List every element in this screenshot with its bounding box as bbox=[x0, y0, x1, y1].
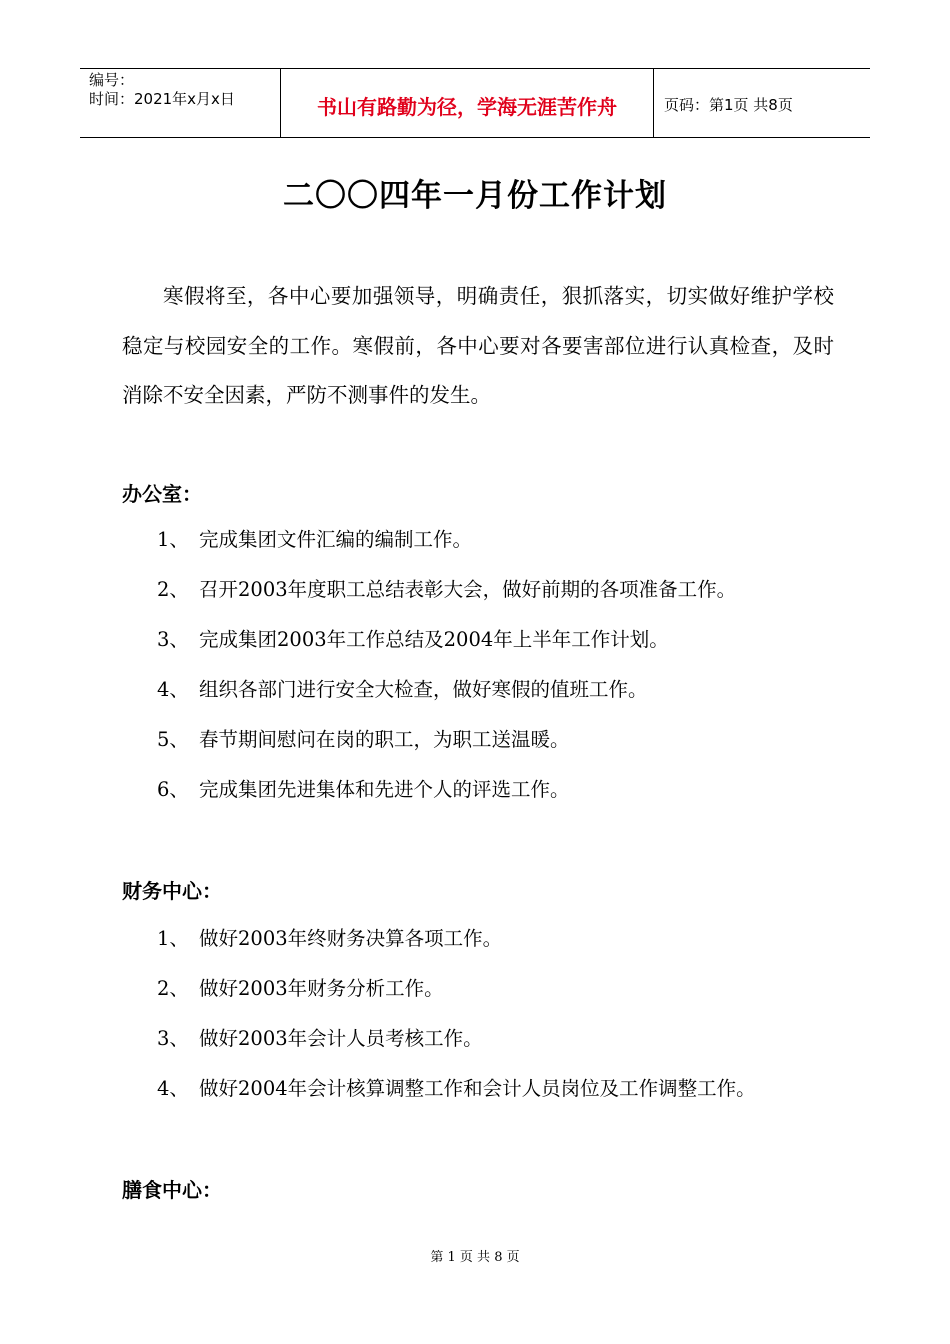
list-item-number: 3、 bbox=[157, 628, 189, 651]
page-footer: 第 1 页 共 8 页 bbox=[430, 1250, 520, 1265]
list-item-number: 5、 bbox=[157, 728, 189, 751]
list-item-text: 做好2004年会计核算调整工作和会计人员岗位及工作调整工作。 bbox=[199, 1077, 756, 1100]
list-item bbox=[157, 615, 736, 665]
header-motto: 书山有路勤为径，学海无涯苦作舟 bbox=[281, 69, 654, 137]
list-item bbox=[157, 565, 736, 615]
header-meta bbox=[80, 69, 281, 137]
list-item-number: 3、 bbox=[157, 1027, 189, 1050]
office-task-list bbox=[157, 515, 736, 815]
list-item bbox=[157, 665, 736, 715]
list-item-text: 完成集团文件汇编的编制工作。 bbox=[199, 528, 473, 551]
intro-paragraph: 寒假将至，各中心要加强领导，明确责任，狠抓落实，切实做好维护学校稳定与校园安全的工作。寒假前，各中心要对各要害部位进行认真检查，及时消除不安全因素，严防不测事件的发生。 bbox=[122, 284, 834, 407]
header-date-label: 时间：2021年x月x日 bbox=[89, 90, 235, 108]
list-item-number: 6、 bbox=[157, 778, 189, 801]
list-item-number: 1、 bbox=[157, 528, 189, 551]
header-number-label: 编号： bbox=[89, 71, 135, 89]
document-header bbox=[80, 68, 870, 138]
section-heading-office: 办公室： bbox=[122, 482, 202, 506]
list-item bbox=[157, 1014, 756, 1064]
list-item-text: 做好2003年财务分析工作。 bbox=[199, 977, 444, 1000]
list-item bbox=[157, 515, 736, 565]
list-item-number: 4、 bbox=[157, 1077, 189, 1100]
section-heading-catering: 膳食中心： bbox=[122, 1178, 222, 1202]
list-item bbox=[157, 765, 736, 815]
list-item-text: 召开2003年度职工总结表彰大会，做好前期的各项准备工作。 bbox=[199, 578, 737, 601]
document-title: 二〇〇四年一月份工作计划 bbox=[283, 178, 667, 214]
list-item-text: 组织各部门进行安全大检查，做好寒假的值班工作。 bbox=[199, 678, 648, 701]
list-item-text: 完成集团先进集体和先进个人的评选工作。 bbox=[199, 778, 570, 801]
list-item-number: 2、 bbox=[157, 977, 189, 1000]
header-page-info: 页码：第1页 共8页 bbox=[664, 95, 793, 114]
list-item-text: 完成集团2003年工作总结及2004年上半年工作计划。 bbox=[199, 628, 669, 651]
list-item-number: 2、 bbox=[157, 578, 189, 601]
list-item bbox=[157, 715, 736, 765]
list-item-number: 4、 bbox=[157, 678, 189, 701]
section-heading-finance: 财务中心： bbox=[122, 879, 222, 903]
list-item-number: 1、 bbox=[157, 927, 189, 950]
list-item bbox=[157, 914, 756, 964]
list-item-text: 做好2003年会计人员考核工作。 bbox=[199, 1027, 483, 1050]
list-item-text: 做好2003年终财务决算各项工作。 bbox=[199, 927, 503, 950]
list-item-text: 春节期间慰问在岗的职工，为职工送温暖。 bbox=[199, 728, 570, 751]
finance-task-list bbox=[157, 914, 756, 1114]
list-item bbox=[157, 964, 756, 1014]
list-item bbox=[157, 1064, 756, 1114]
